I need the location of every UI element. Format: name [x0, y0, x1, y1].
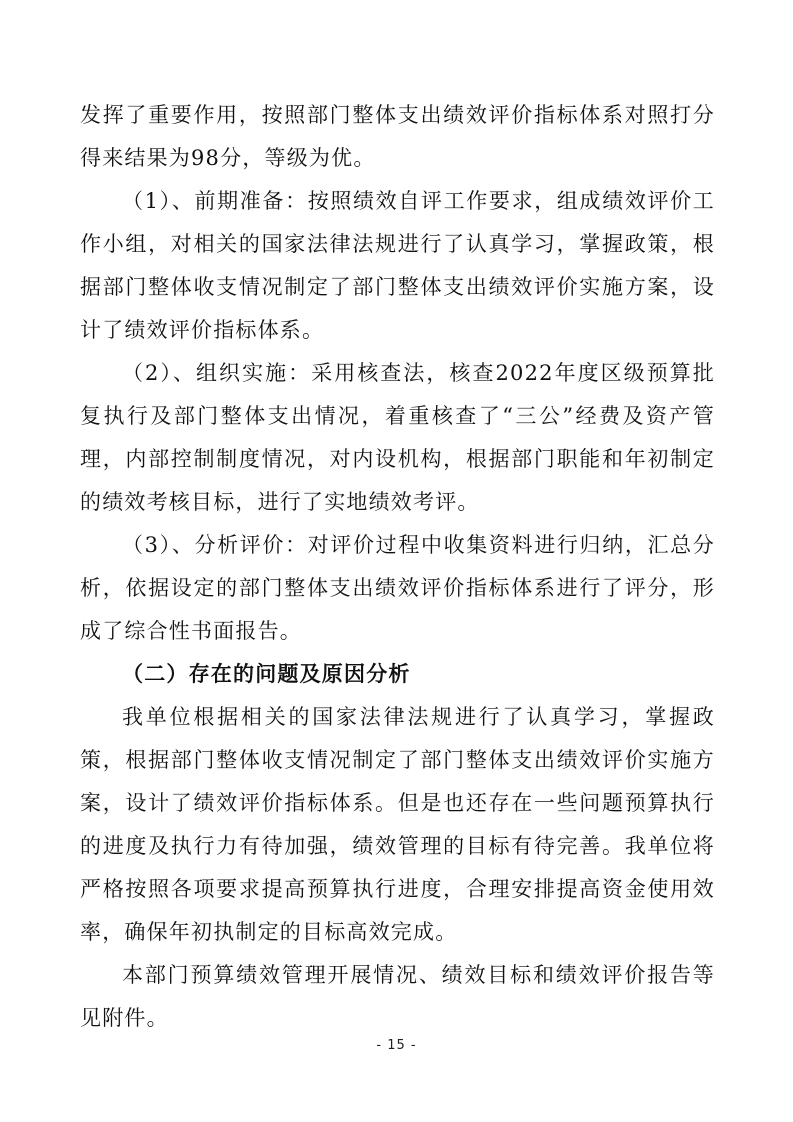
paragraph-continuation: 发挥了重要作用，按照部门整体支出绩效评价指标体系对照打分得来结果为98分，等级为优。 [80, 103, 715, 170]
paragraph-analysis: （3）、分析评价：对评价过程中收集资料进行归纳，汇总分析，依据设定的部门整体支出绩效评价指标体系进行了评分，形成了综合性书面报告。 [80, 533, 715, 643]
paragraph-implementation: （2）、组织实施：采用核查法，核查2022年度区级预算批复执行及部门整体支出情况，着重核查了“三公”经费及资产管理，内部控制制度情况，对内设机构，根据部门职能和年初制定的绩效考核目标，进行了实地绩效考评。 [80, 361, 715, 514]
paragraph-preparation: （1）、前期准备：按照绩效自评工作要求，组成绩效评价工作小组，对相关的国家法律法规进行了认真学习，掌握政策，根据部门整体收支情况制定了部门整体支出绩效评价实施方案，设计了绩效评价指标体系。 [80, 189, 715, 342]
page-number: - 15 - [376, 1038, 417, 1053]
paragraph-attachments: 本部门预算绩效管理开展情况、绩效目标和绩效评价报告等见附件。 [80, 963, 715, 1030]
document-body [80, 94, 715, 1040]
paragraph-problems: 我单位根据相关的国家法律法规进行了认真学习，掌握政策，根据部门整体收支情况制定了部门整体支出绩效评价实施方案，设计了绩效评价指标体系。但是也还存在一些问题预算执行的进度及执行力有待加强，绩效管理的目标有待完善。我单位将严格按照各项要求提高预算执行进度，合理安排提高资金使用效率，确保年初执制定的目标高效完成。 [80, 705, 715, 944]
section-heading-problems: （二）存在的问题及原因分析 [122, 662, 411, 686]
